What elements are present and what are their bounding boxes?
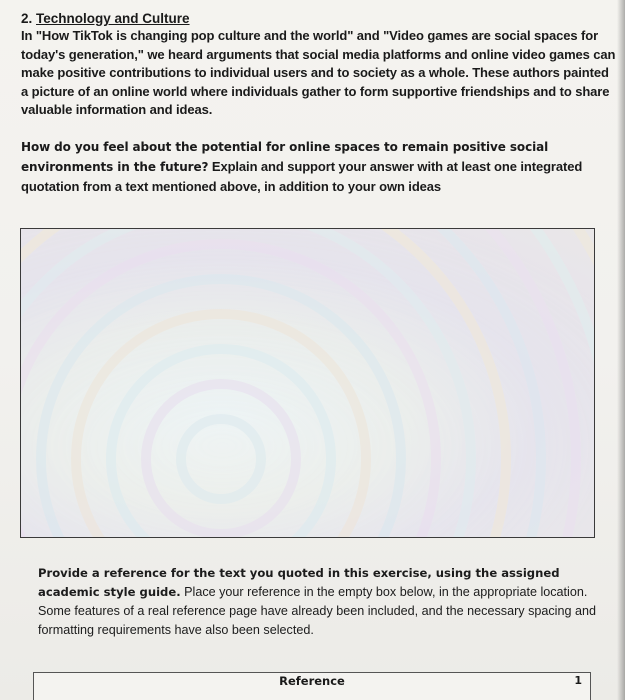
reference-box[interactable] — [33, 672, 591, 700]
page-edge-shadow — [617, 0, 625, 700]
reference-instructions-rest: Place your reference in the empty box below, in the appropriate location. Some features of a real reference page have already been included, and the necessary spacing and formatting requirements have also been selected. — [38, 585, 596, 637]
question-rest-text: Explain and support your answer with at least one integrated quotation from a text mentioned above, in addition to your own ideas — [21, 159, 583, 194]
answer-text-box[interactable] — [20, 228, 595, 538]
section-title — [21, 10, 616, 27]
moire-pattern — [21, 229, 595, 538]
intro-paragraph: In "How TikTok is changing pop culture and the world" and "Video games are social spaces for today's generation," we heard arguments that social media platforms and online video games can make positive contributions to individual users and to society as a whole. These authors painted a picture of an online world where individuals gather to form supportive friendships and to share valuable information and ideas. — [21, 28, 616, 118]
section-number: 2. — [21, 11, 33, 26]
reference-instructions — [38, 564, 603, 640]
reference-label: Reference — [279, 674, 345, 688]
section-header — [21, 10, 616, 120]
section-name: Technology and Culture — [36, 11, 190, 26]
question-bold-text: How do you feel about the potential for online spaces to remain positive social environments in the future? — [21, 140, 549, 174]
page-number: 1 — [574, 674, 582, 687]
question-prompt — [21, 137, 611, 196]
reference-instructions-bold: Provide a reference for the text you quoted in this exercise, using the assigned academic style guide. — [38, 566, 560, 599]
